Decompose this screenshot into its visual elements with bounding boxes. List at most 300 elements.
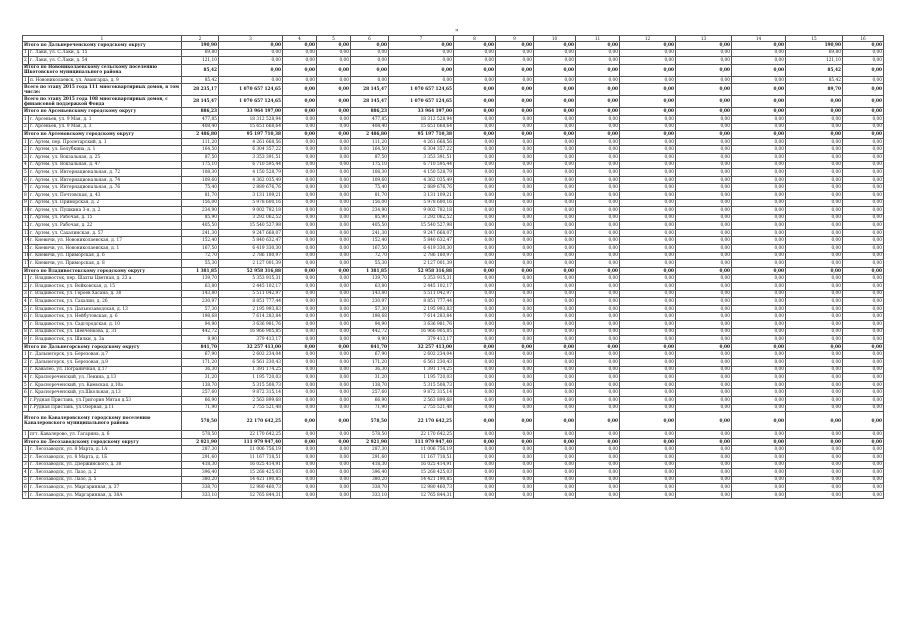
value-cell: 4 261 668,56: [219, 138, 283, 146]
value-cell: 190,90: [786, 42, 843, 50]
table-row: [23, 313, 884, 321]
value-cell: 139,70: [351, 275, 389, 283]
value-cell: 0,00: [283, 146, 317, 154]
value-cell: 0,00: [317, 184, 351, 192]
value-cell: 0,00: [676, 461, 732, 469]
address-cell: г. Артем, ул. Рабочая, д. 15: [29, 214, 182, 222]
value-cell: 0,00: [732, 305, 786, 313]
value-cell: 66,90: [351, 396, 389, 404]
value-cell: 0,00: [496, 446, 534, 454]
column-header: 1: [23, 36, 182, 42]
value-cell: 0,00: [496, 42, 534, 50]
value-cell: 0,00: [576, 461, 620, 469]
value-cell: 0,00: [534, 214, 576, 222]
value-cell: 0,00: [732, 438, 786, 446]
value-cell: 0,00: [317, 57, 351, 65]
value-cell: 0,00: [786, 169, 843, 177]
value-cell: 69,80: [182, 49, 219, 57]
value-cell: 4 362 035,49: [219, 176, 283, 184]
value-cell: 3 131 109,21: [219, 191, 283, 199]
value-cell: 75,40: [351, 184, 389, 192]
table-row: [23, 336, 884, 344]
value-cell: 87,50: [351, 153, 389, 161]
value-cell: 0,00: [676, 431, 732, 439]
value-cell: 0,00: [283, 343, 317, 351]
value-cell: 0,00: [620, 131, 676, 139]
value-cell: 0,00: [620, 321, 676, 329]
group-total-row: [23, 267, 884, 275]
row-number: 7: [24, 492, 27, 498]
row-number: 5: [24, 306, 27, 312]
value-cell: 71,90: [351, 404, 389, 412]
value-cell: 0,00: [843, 275, 884, 283]
value-cell: 0,00: [496, 328, 534, 336]
table-body: [23, 36, 884, 499]
value-cell: 0,00: [496, 123, 534, 131]
value-cell: 0,00: [732, 184, 786, 192]
value-cell: 0,00: [786, 404, 843, 412]
value-cell: 4 150 528,79: [219, 169, 283, 177]
value-cell: 0,00: [454, 461, 496, 469]
value-cell: 22 170 642,25: [219, 412, 283, 431]
value-cell: 234,90: [351, 207, 389, 215]
value-cell: 0,00: [732, 275, 786, 283]
value-cell: 0,00: [317, 42, 351, 50]
value-cell: 167,50: [351, 245, 389, 253]
value-cell: 5 978 600,16: [389, 199, 454, 207]
value-cell: 0,00: [576, 431, 620, 439]
value-cell: 2 889 676,76: [389, 184, 454, 192]
value-cell: 0,00: [283, 229, 317, 237]
value-cell: 18 312 528,94: [219, 115, 283, 123]
value-cell: 0,00: [676, 283, 732, 291]
value-cell: 0,00: [732, 412, 786, 431]
value-cell: 0,00: [843, 366, 884, 374]
value-cell: 0,00: [786, 184, 843, 192]
value-cell: 0,00: [283, 446, 317, 454]
value-cell: 0,00: [676, 161, 732, 169]
value-cell: 16 966 905,85: [389, 328, 454, 336]
value-cell: 0,00: [843, 42, 884, 50]
value-cell: 85,42: [182, 76, 219, 84]
value-cell: 0,00: [283, 321, 317, 329]
value-cell: 0,00: [283, 108, 317, 116]
value-cell: 9,90: [351, 336, 389, 344]
value-cell: 55,30: [182, 260, 219, 268]
value-cell: 0,00: [676, 351, 732, 359]
value-cell: 578,50: [351, 412, 389, 431]
value-cell: 0,00: [534, 275, 576, 283]
value-cell: 234,90: [182, 207, 219, 215]
address-cell: г. Лесозаводск, ул. Лазо, д. 2: [29, 469, 182, 477]
value-cell: 0,00: [389, 76, 454, 84]
value-cell: 0,00: [620, 453, 676, 461]
value-cell: 11 167 718,51: [219, 453, 283, 461]
value-cell: 0,00: [676, 76, 732, 84]
value-cell: 0,00: [732, 115, 786, 123]
value-cell: 0,00: [786, 366, 843, 374]
value-cell: 1 070 657 124,65: [219, 84, 283, 96]
value-cell: 0,00: [620, 438, 676, 446]
value-cell: 0,00: [496, 412, 534, 431]
value-cell: 0,00: [496, 260, 534, 268]
value-cell: 0,00: [454, 169, 496, 177]
address-cell: г. Артем, ул. Вокзальная, д. 25: [29, 153, 182, 161]
housing-program-table: [22, 35, 884, 499]
value-cell: 0,00: [786, 491, 843, 499]
value-cell: 0,00: [786, 431, 843, 439]
row-number: 1: [24, 139, 27, 145]
value-cell: 0,00: [620, 283, 676, 291]
value-cell: 0,00: [786, 351, 843, 359]
value-cell: 0,00: [317, 131, 351, 139]
value-cell: 0,00: [786, 275, 843, 283]
value-cell: 0,00: [283, 328, 317, 336]
table-row: [23, 358, 884, 366]
value-cell: 0,00: [620, 207, 676, 215]
address-cell: г. Кневичи, ул. Новониколаевская, д. 1: [29, 245, 182, 253]
value-cell: 0,00: [496, 84, 534, 96]
value-cell: 0,00: [786, 161, 843, 169]
value-cell: 0,00: [454, 108, 496, 116]
value-cell: 0,00: [786, 138, 843, 146]
value-cell: 0,00: [620, 108, 676, 116]
value-cell: 0,00: [454, 42, 496, 50]
value-cell: 0,00: [534, 207, 576, 215]
value-cell: 67,90: [351, 351, 389, 359]
value-cell: 0,00: [576, 96, 620, 108]
value-cell: 0,00: [454, 328, 496, 336]
value-cell: 0,00: [317, 199, 351, 207]
value-cell: 2 127 001,39: [389, 260, 454, 268]
value-cell: 0,00: [620, 461, 676, 469]
value-cell: 0,00: [317, 49, 351, 57]
address-cell: г. Краснореченский, ул. Ленина, д.13: [29, 374, 182, 382]
value-cell: 0,00: [732, 290, 786, 298]
value-cell: 0,00: [732, 491, 786, 499]
value-cell: 0,00: [786, 374, 843, 382]
value-cell: 0,00: [676, 275, 732, 283]
value-cell: 0,00: [620, 351, 676, 359]
value-cell: 0,00: [283, 275, 317, 283]
value-cell: 0,00: [843, 374, 884, 382]
value-cell: 1 070 657 124,65: [389, 96, 454, 108]
value-cell: 0,00: [534, 184, 576, 192]
row-number: 1: [24, 116, 27, 122]
value-cell: 0,00: [676, 389, 732, 397]
value-cell: 55,30: [351, 260, 389, 268]
address-cell: г. Владивосток, ул. Дальнозаводская, д. 13: [29, 305, 182, 313]
value-cell: 0,00: [317, 305, 351, 313]
value-cell: 0,00: [454, 305, 496, 313]
value-cell: 0,00: [454, 252, 496, 260]
value-cell: 0,00: [496, 275, 534, 283]
value-cell: 0,00: [534, 305, 576, 313]
value-cell: 0,00: [676, 153, 732, 161]
value-cell: 0,00: [576, 298, 620, 306]
value-cell: 0,00: [283, 366, 317, 374]
value-cell: 0,00: [317, 146, 351, 154]
value-cell: 0,00: [843, 469, 884, 477]
value-cell: 0,00: [283, 176, 317, 184]
value-cell: 0,00: [676, 328, 732, 336]
value-cell: 0,00: [843, 321, 884, 329]
value-cell: 57,30: [182, 305, 219, 313]
table-row: [23, 396, 884, 404]
value-cell: 0,00: [317, 328, 351, 336]
table-row: [23, 115, 884, 123]
value-cell: 0,00: [576, 313, 620, 321]
value-cell: 408,40: [351, 123, 389, 131]
value-cell: 16 966 905,85: [219, 328, 283, 336]
value-cell: 15 540 527,98: [389, 222, 454, 230]
value-cell: 2 889 676,76: [219, 184, 283, 192]
value-cell: 0,00: [620, 484, 676, 492]
value-cell: 0,00: [283, 412, 317, 431]
value-cell: 111 979 947,40: [389, 438, 454, 446]
value-cell: 0,00: [576, 321, 620, 329]
value-cell: 0,00: [676, 49, 732, 57]
value-cell: 0,00: [317, 438, 351, 446]
value-cell: 67,90: [182, 351, 219, 359]
value-cell: 0,00: [786, 290, 843, 298]
value-cell: 0,00: [496, 229, 534, 237]
value-cell: 3 292 062,52: [219, 214, 283, 222]
value-cell: 0,00: [786, 146, 843, 154]
table-row: [23, 328, 884, 336]
column-header: 4: [283, 36, 317, 42]
address-cell: г. Владивосток, ул. Нейбутовская, д. 6: [29, 313, 182, 321]
value-cell: 95 197 710,38: [389, 131, 454, 139]
value-cell: 0,00: [843, 267, 884, 275]
value-cell: 0,00: [732, 199, 786, 207]
value-cell: 0,00: [534, 176, 576, 184]
value-cell: 0,00: [317, 153, 351, 161]
value-cell: 0,00: [576, 290, 620, 298]
value-cell: 0,00: [283, 438, 317, 446]
value-cell: 0,00: [676, 252, 732, 260]
value-cell: 0,00: [620, 469, 676, 477]
value-cell: 0,00: [676, 313, 732, 321]
row-number: 8: [24, 405, 27, 411]
value-cell: 0,00: [534, 191, 576, 199]
table-row: [23, 305, 884, 313]
row-number: 2: [24, 359, 27, 365]
row-number: 5: [24, 382, 27, 388]
value-cell: 0,00: [843, 199, 884, 207]
value-cell: 0,00: [676, 191, 732, 199]
value-cell: 2 445 102,17: [389, 283, 454, 291]
value-cell: 0,00: [283, 431, 317, 439]
address-cell: г. Артем, ул. Интернациональная, д. 72: [29, 169, 182, 177]
value-cell: 0,00: [454, 336, 496, 344]
table-row: [23, 366, 884, 374]
value-cell: 0,00: [576, 64, 620, 76]
row-number: 1: [24, 431, 27, 437]
value-cell: 0,00: [317, 374, 351, 382]
value-cell: 338,70: [351, 484, 389, 492]
row-number: 7: [24, 321, 27, 327]
row-number: 7: [24, 397, 27, 403]
value-cell: 0,00: [576, 146, 620, 154]
value-cell: 0,00: [283, 207, 317, 215]
value-cell: 0,00: [843, 123, 884, 131]
value-cell: 0,00: [843, 484, 884, 492]
table-row: [23, 229, 884, 237]
value-cell: 0,00: [843, 146, 884, 154]
value-cell: 0,00: [317, 290, 351, 298]
value-cell: 0,00: [454, 131, 496, 139]
value-cell: 0,00: [283, 237, 317, 245]
value-cell: 0,00: [786, 396, 843, 404]
value-cell: 0,00: [576, 366, 620, 374]
value-cell: 0,00: [534, 153, 576, 161]
value-cell: 0,00: [786, 115, 843, 123]
value-cell: 0,00: [843, 153, 884, 161]
value-cell: 0,00: [534, 374, 576, 382]
value-cell: 0,00: [496, 138, 534, 146]
value-cell: 0,00: [283, 57, 317, 65]
value-cell: 11 006 756,19: [219, 446, 283, 454]
value-cell: 0,00: [317, 298, 351, 306]
group-name-cell: Итого по Лесозаводскому городскому округу: [23, 438, 182, 446]
value-cell: 167,50: [182, 245, 219, 253]
value-cell: 0,00: [496, 381, 534, 389]
value-cell: 0,00: [496, 252, 534, 260]
value-cell: 36,30: [182, 366, 219, 374]
address-cell: г. Арсеньев, ул. 9 Мая, д. 3: [29, 123, 182, 131]
value-cell: 0,00: [843, 237, 884, 245]
value-cell: 0,00: [676, 108, 732, 116]
address-cell: г. Артем, ул. Рабочая, д. 22: [29, 222, 182, 230]
value-cell: 0,00: [786, 131, 843, 139]
value-cell: 0,00: [496, 476, 534, 484]
value-cell: 0,00: [576, 222, 620, 230]
value-cell: 22 170 642,25: [389, 412, 454, 431]
table-row: [23, 404, 884, 412]
value-cell: 0,00: [786, 229, 843, 237]
value-cell: 0,00: [534, 389, 576, 397]
table-row: [23, 146, 884, 154]
value-cell: 0,00: [843, 57, 884, 65]
row-number: 3: [24, 291, 27, 297]
value-cell: 198,68: [351, 313, 389, 321]
value-cell: 0,00: [534, 431, 576, 439]
value-cell: 0,00: [496, 207, 534, 215]
value-cell: 0,00: [676, 491, 732, 499]
value-cell: 0,00: [454, 199, 496, 207]
group-total-row: [23, 131, 884, 139]
value-cell: 0,00: [676, 260, 732, 268]
value-cell: 0,00: [454, 476, 496, 484]
value-cell: 0,00: [732, 366, 786, 374]
value-cell: 0,00: [732, 446, 786, 454]
value-cell: 291,60: [351, 453, 389, 461]
address-cell: г. Артем, ул. Сахалинская, д. 57: [29, 229, 182, 237]
value-cell: 0,00: [317, 108, 351, 116]
value-cell: 0,00: [786, 336, 843, 344]
value-cell: 241,30: [182, 229, 219, 237]
value-cell: 85,42: [786, 76, 843, 84]
value-cell: 6 419 330,30: [389, 245, 454, 253]
table-row: [23, 446, 884, 454]
value-cell: 6 304 357,22: [389, 146, 454, 154]
value-cell: 0,00: [620, 237, 676, 245]
row-number: 4: [24, 374, 27, 380]
value-cell: 0,00: [676, 123, 732, 131]
value-cell: 0,00: [283, 381, 317, 389]
value-cell: 1 381,85: [351, 267, 389, 275]
value-cell: 3 636 981,76: [219, 321, 283, 329]
value-cell: 2 486,80: [351, 131, 389, 139]
address-cell: г. Лесозаводск, ул. Дзержинского, д. 30: [29, 461, 182, 469]
value-cell: 0,00: [732, 222, 786, 230]
value-cell: 333,10: [351, 491, 389, 499]
value-cell: 0,00: [676, 469, 732, 477]
value-cell: 0,00: [786, 328, 843, 336]
address-cell: г. Лесозаводск, ул. 8 Марта, д. 1А: [29, 446, 182, 454]
table-row: [23, 389, 884, 397]
value-cell: 0,00: [454, 245, 496, 253]
value-cell: 0,00: [676, 237, 732, 245]
value-cell: 0,00: [732, 176, 786, 184]
value-cell: 5 315 508,73: [389, 381, 454, 389]
value-cell: 0,00: [283, 336, 317, 344]
value-cell: 0,00: [283, 96, 317, 108]
value-cell: 69,80: [786, 49, 843, 57]
value-cell: 0,00: [283, 298, 317, 306]
value-cell: 0,00: [317, 252, 351, 260]
value-cell: 0,00: [576, 42, 620, 50]
value-cell: 0,00: [676, 446, 732, 454]
value-cell: 0,00: [732, 461, 786, 469]
row-number: 12: [24, 223, 30, 229]
value-cell: 0,00: [676, 396, 732, 404]
table-row: [23, 321, 884, 329]
value-cell: 0,00: [843, 351, 884, 359]
value-cell: 0,00: [283, 358, 317, 366]
value-cell: 0,00: [534, 321, 576, 329]
value-cell: 0,00: [843, 328, 884, 336]
value-cell: 152,40: [351, 237, 389, 245]
address-cell: г. Лаки, ул. С.Лаки, д. 54: [29, 57, 182, 65]
value-cell: 2 755 521,48: [219, 404, 283, 412]
value-cell: 0,00: [454, 366, 496, 374]
value-cell: 0,00: [317, 381, 351, 389]
group-name-cell: Итого по Владивостокскому городскому округу: [23, 267, 182, 275]
value-cell: 0,00: [454, 49, 496, 57]
value-cell: 0,00: [576, 351, 620, 359]
column-header: 9: [496, 36, 534, 42]
value-cell: 121,10: [182, 57, 219, 65]
value-cell: 0,00: [676, 222, 732, 230]
value-cell: 0,00: [283, 491, 317, 499]
value-cell: 0,00: [786, 260, 843, 268]
value-cell: 0,00: [676, 290, 732, 298]
value-cell: 15 651 668,64: [389, 123, 454, 131]
value-cell: 0,00: [317, 260, 351, 268]
group-total-row: [23, 42, 884, 50]
value-cell: 0,00: [454, 64, 496, 76]
value-cell: 5 978 600,16: [219, 199, 283, 207]
value-cell: 0,00: [786, 298, 843, 306]
value-cell: 0,00: [534, 396, 576, 404]
value-cell: 0,00: [454, 491, 496, 499]
row-number: 3: [24, 367, 27, 373]
row-number: 1: [24, 50, 27, 56]
value-cell: 0,00: [843, 453, 884, 461]
value-cell: 0,00: [496, 199, 534, 207]
